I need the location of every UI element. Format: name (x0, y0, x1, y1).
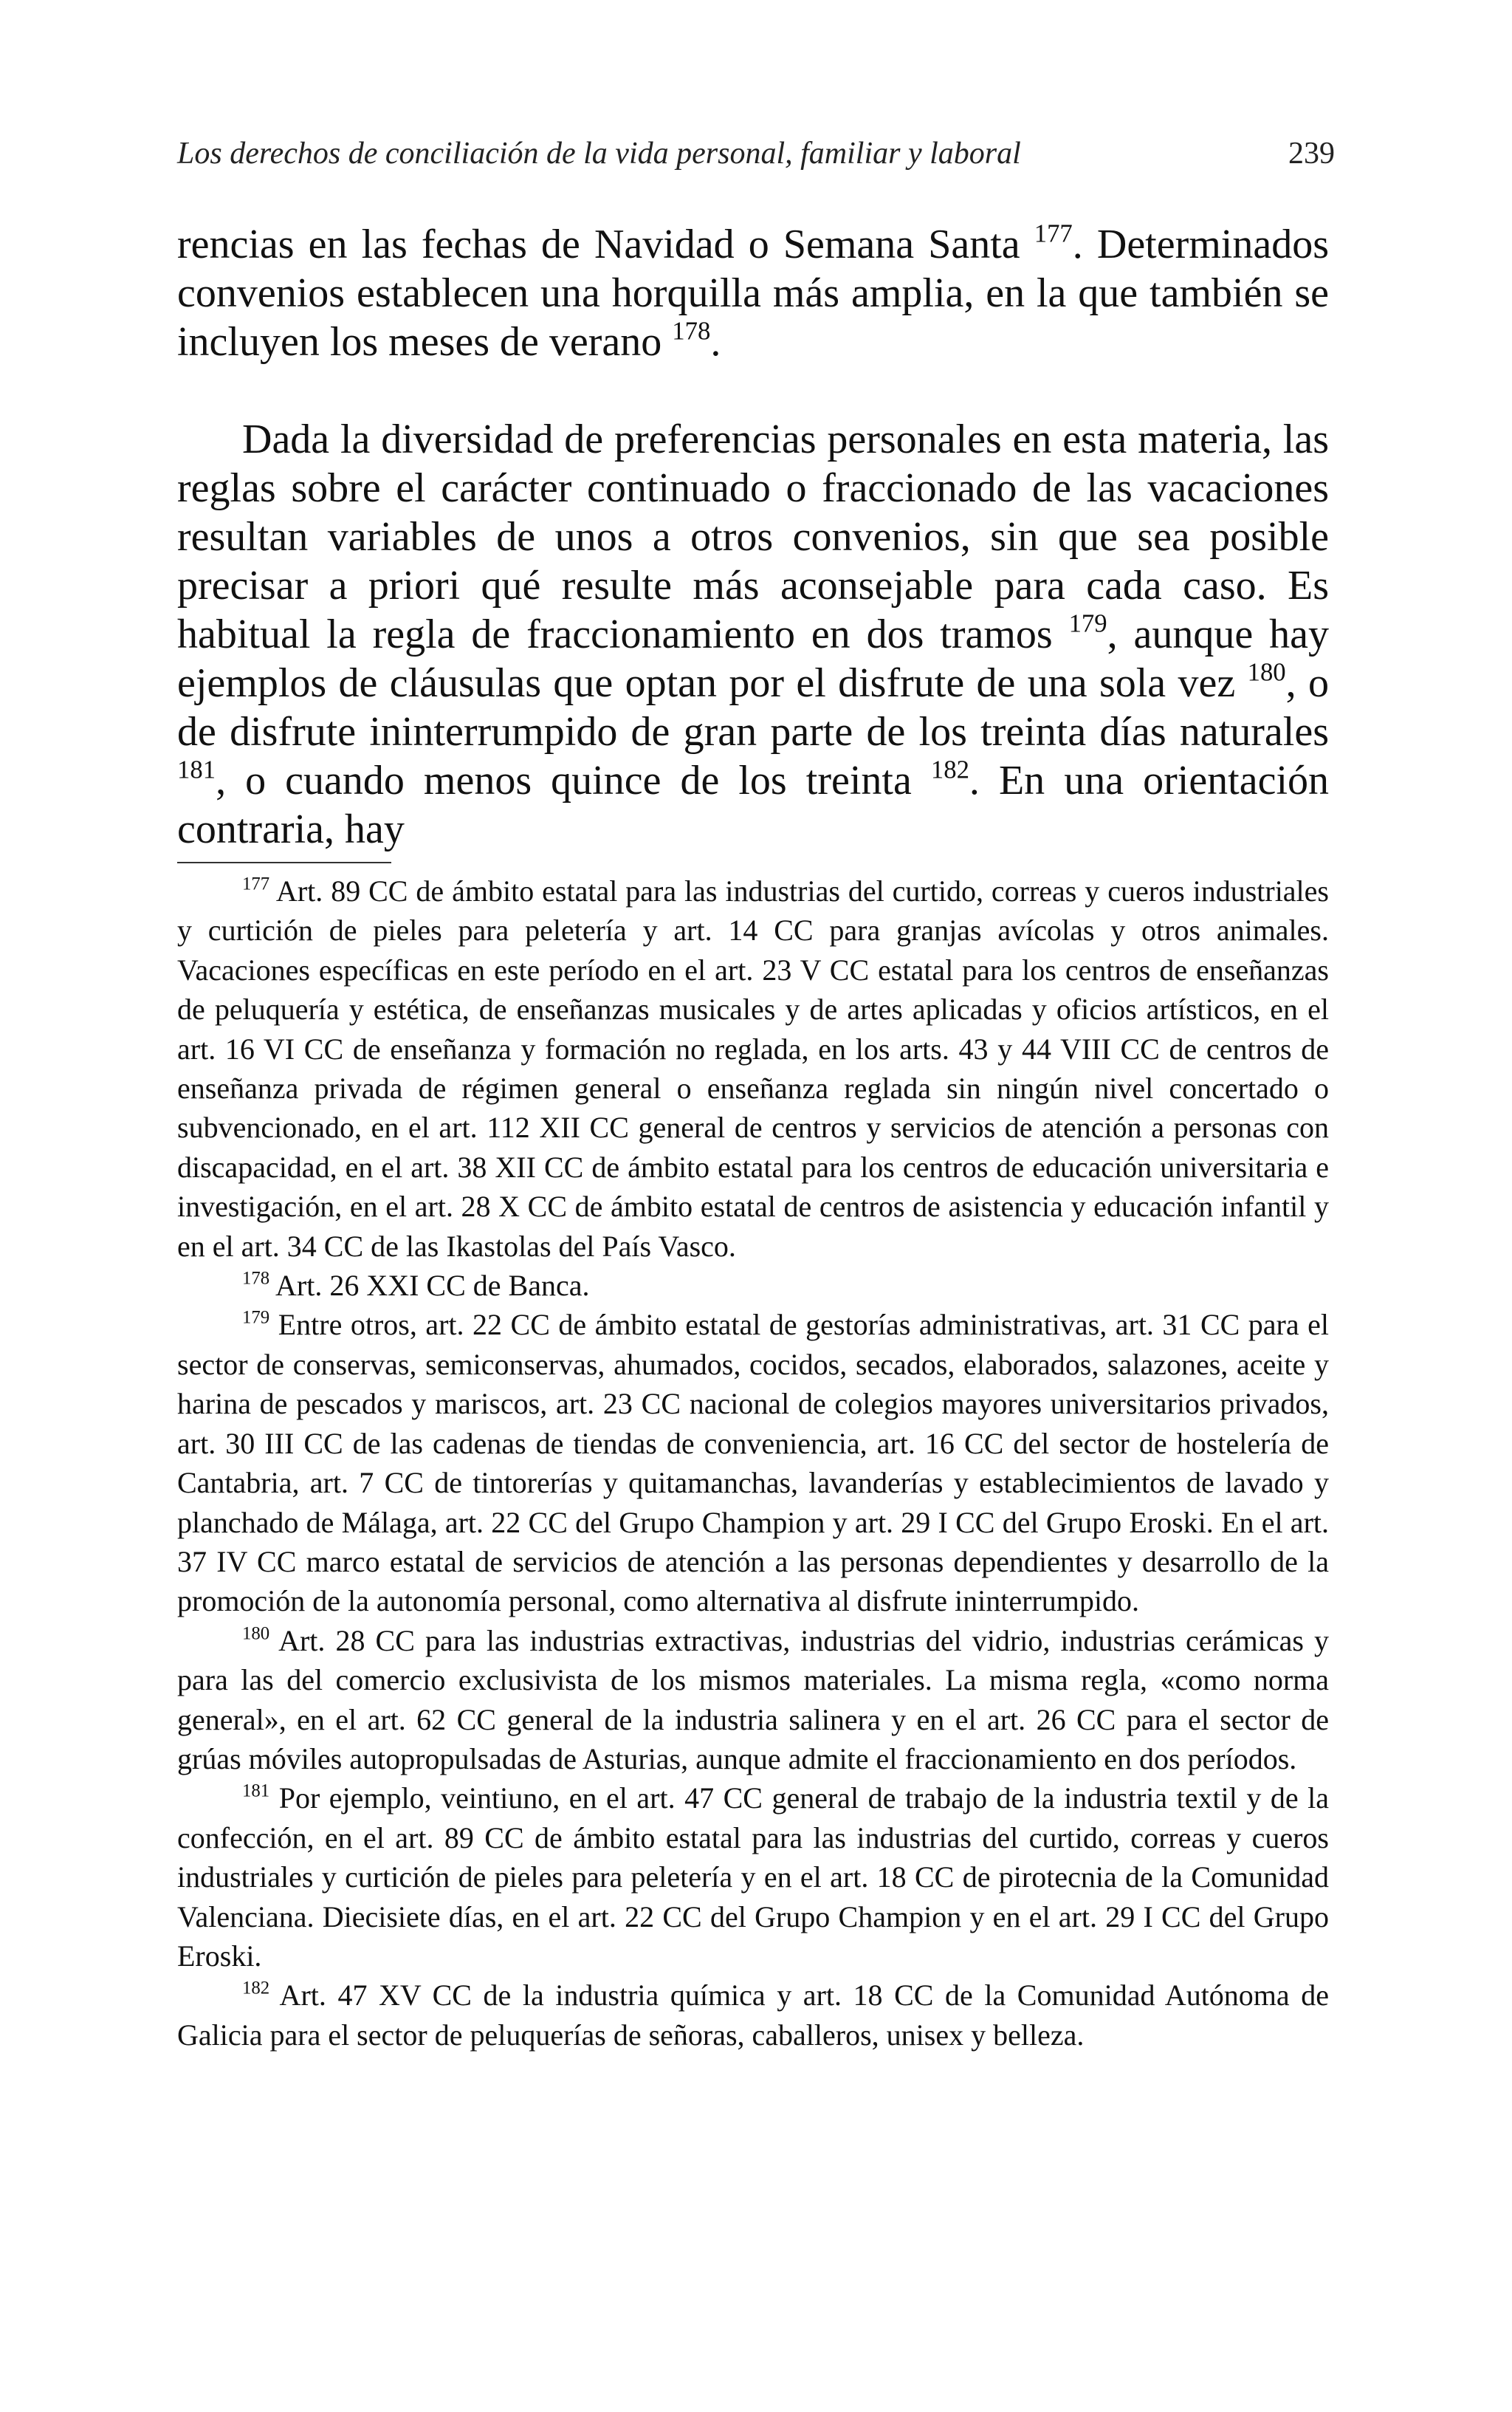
footnote (177, 1621, 1329, 1779)
text-run: , o de disfrute ininterrumpido de gran parte de los treinta días naturales (177, 660, 1330, 755)
footnotes (177, 871, 1329, 2055)
footnote-number: 179 (242, 1308, 270, 1329)
running-header (177, 134, 1335, 173)
footnote-text: Por ejemplo, veintiuno, en el art. 47 CC general de trabajo de la industria textil y de la confección, en el art. 89 CC de ámbito estatal para las industrias del curtido, correas y cueros industriales y curtición de pieles para peletería y en el art. 18 CC de pirotecnia de la Comunidad Valenciana. Diecisiete días, en el art. 22 CC del Grupo Champion y en el art. 29 I CC del Grupo Eroski. (177, 1781, 1329, 1973)
footnote-number: 182 (242, 1978, 270, 1998)
text-run: . (710, 319, 721, 365)
page-number: 239 (1288, 137, 1335, 171)
text-run: , aunque hay ejemplos de cláusulas que optan por el disfrute de una sola vez (177, 611, 1329, 706)
footnote (177, 1976, 1329, 2055)
footnote-text: Art. 28 CC para las industrias extractivas, industrias del vidrio, industrias cerámicas y para las del comercio exclusivista de los mismos materiales. La misma regla, «como norma general», en el art. 62 CC general de la industria salinera y en el art. 26 CC para el sector de grúas móviles autopropulsadas de Asturias, aunque admite el fraccionamiento en dos períodos. (177, 1623, 1329, 1775)
footnote-ref: 179 (1068, 609, 1107, 638)
text-run: . En una orientación contraria, hay (177, 758, 1329, 852)
paragraph-continuation (177, 220, 1329, 366)
footnote-ref: 180 (1247, 657, 1286, 687)
footnote-ref: 178 (672, 316, 711, 346)
footnote-ref: 181 (177, 755, 216, 784)
footnote-text: Entre otros, art. 22 CC de ámbito estatal de gestorías administrativas, art. 31 CC para el sector de conservas, semiconservas, ahumados, cocidos, secados, elaborados, salazones, aceite y harina de pescados y mariscos, art. 23 CC nacional de colegios mayores universitarios privados, art. 30 III CC de las cadenas de tiendas de conveniencia, art. 16 CC del sector de hostelería de Cantabria, art. 7 CC de tintorerías y quitamanchas, lavanderías y establecimientos de lavado y planchado de Málaga, art. 22 CC del Grupo Champion y art. 29 I CC del Grupo Eroski. En el art. 37 IV CC marco estatal de servicios de atención a las personas dependientes y desarrollo de la promoción de la autonomía personal, como alternativa al disfrute ininterrumpido. (177, 1308, 1329, 1618)
footnote (177, 1778, 1329, 1976)
footnote-text: Art. 89 CC de ámbito estatal para las industrias del curtido, correas y cueros industriales y curtición de pieles para peletería y art. 14 CC para granjas avícolas y otros animales. Vacaciones específicas en este período en el art. 23 V CC estatal para los centros de enseñanzas de peluquería y estética, de enseñanzas musicales y de artes aplicadas y oficios artísticos, en el art. 16 VI CC de enseñanza y formación no reglada, en los arts. 43 y 44 VIII CC de centros de enseñanza privada de régimen general o enseñanza reglada sin ningún nivel concertado o subvencionado, en el art. 112 XII CC general de centros y servicios de atención a personas con discapacidad, en el art. 38 XII CC de ámbito estatal para los centros de educación universitaria e investigación, en el art. 28 X CC de ámbito estatal de centros de asistencia y educación infantil y en el art. 34 CC de las Ikastolas del País Vasco. (177, 874, 1329, 1263)
footnote (177, 871, 1329, 1266)
running-title: Los derechos de conciliación de la vida personal, familiar y laboral (177, 137, 1021, 171)
text-run: , o cuando menos quince de los treinta (216, 758, 931, 804)
footnote-separator (177, 862, 391, 863)
footnote-ref: 182 (930, 755, 969, 784)
footnote-ref: 177 (1034, 219, 1073, 248)
footnote-text: Art. 26 XXI CC de Banca. (269, 1269, 590, 1303)
footnote-text: Art. 47 XV CC de la industria química y art. 18 CC de la Comunidad Autónoma de Galicia para el sector de peluquerías de señoras, caballeros, unisex y belleza. (177, 1978, 1329, 2052)
footnote (177, 1305, 1329, 1620)
text-run: rencias en las fechas de Navidad o Semana Santa (177, 222, 1034, 267)
footnote-number: 180 (242, 1623, 270, 1644)
footnote (177, 1266, 1329, 1305)
footnote-number: 177 (242, 874, 270, 894)
footnote-number: 181 (242, 1781, 270, 1801)
text-run: Dada la diversidad de preferencias personales en esta materia, las reglas sobre el carácter continuado o fraccionado de las vacaciones resultan variables de unos a otros convenios, sin que sea posible precisar a priori qué resulte más aconsejable para cada caso. Es habitual la regla de fraccionamiento en dos tramos (177, 417, 1329, 657)
main-text (177, 220, 1329, 854)
text-run: . Determinados convenios establecen una horquilla más amplia, en la que también se incluyen los meses de verano (177, 222, 1329, 365)
footnote-number: 178 (242, 1268, 270, 1289)
paragraph (177, 415, 1329, 854)
